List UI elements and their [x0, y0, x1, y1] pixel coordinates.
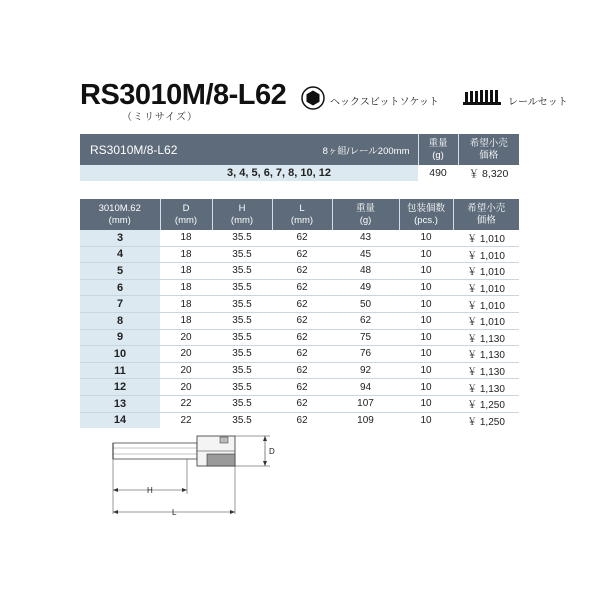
- detail-header-line2: (g): [359, 214, 372, 226]
- cell-weight: 107: [332, 395, 399, 412]
- cell-price: ￥ 1,010: [453, 263, 519, 280]
- dimension-h-label: H: [147, 486, 153, 495]
- detail-header-line1: 3010M.62: [98, 202, 141, 214]
- cell-d: 22: [180, 414, 192, 426]
- dimension-l-label: L: [172, 508, 177, 517]
- cell-weight: 94: [332, 379, 399, 396]
- rail-set-icon: [463, 90, 501, 106]
- table-row: [80, 362, 519, 379]
- cell-weight: 50: [332, 296, 399, 313]
- cell-d: 18: [160, 296, 212, 313]
- cell-h: 35.5: [212, 246, 272, 263]
- cell-price: ￥ 1,130: [453, 362, 519, 379]
- socket-dimension-diagram: [95, 432, 285, 522]
- cell-size: 4: [80, 246, 160, 263]
- set-price-header-line1: 希望小売: [469, 137, 508, 149]
- cell-pack: 10: [399, 296, 453, 313]
- cell-pack: 10: [399, 395, 453, 412]
- detail-header-cell: [160, 199, 212, 230]
- cell-l: 62: [272, 362, 332, 379]
- cell-size: 10: [80, 346, 160, 363]
- cell-size: 5: [80, 263, 160, 280]
- cell-d: 20: [160, 346, 212, 363]
- table-row: [80, 379, 519, 396]
- detail-table: [80, 199, 519, 428]
- detail-header-cell: [212, 199, 272, 230]
- cell-weight: 48: [332, 263, 399, 280]
- cell-size: 8: [80, 312, 160, 329]
- cell-pack: 10: [399, 263, 453, 280]
- hex-socket-icon: [301, 86, 325, 110]
- detail-header-line2: 価格: [476, 214, 496, 226]
- cell-size: 13: [80, 395, 160, 412]
- cell-l: 62: [272, 395, 332, 412]
- cell-l: 62: [272, 246, 332, 263]
- detail-header-line2: (mm): [108, 214, 131, 226]
- cell-d: 20: [160, 329, 212, 346]
- cell-l: 62: [272, 329, 332, 346]
- cell-pack: 10: [399, 379, 453, 396]
- cell-d: 18: [160, 263, 212, 280]
- cell-pack: 10: [399, 279, 453, 296]
- detail-header-line1: H: [238, 202, 246, 214]
- set-name-cell: [80, 134, 418, 165]
- set-weight: 490: [418, 165, 458, 181]
- cell-size: 12: [80, 379, 160, 396]
- cell-h: 35.5: [212, 230, 272, 246]
- cell-price: ￥ 1,130: [453, 379, 519, 396]
- set-weight-header: [418, 134, 458, 165]
- cell-pack: 10: [399, 246, 453, 263]
- detail-header-line1: L: [299, 202, 305, 214]
- detail-header-line2: (mm): [174, 214, 198, 226]
- cell-h: 35.5: [212, 379, 272, 396]
- cell-pack: 10: [399, 329, 453, 346]
- set-sizes: 3, 4, 5, 6, 7, 8, 10, 12: [80, 165, 418, 181]
- cell-price: ￥ 1,010: [453, 296, 519, 313]
- cell-h: 35.5: [212, 346, 272, 363]
- cell-l: 62: [272, 346, 332, 363]
- table-row: [80, 279, 519, 296]
- cell-h: 35.5: [212, 362, 272, 379]
- cell-weight: 43: [332, 230, 399, 246]
- cell-pack: 10: [399, 230, 453, 246]
- set-desc: 8ヶ組/レール200mm: [322, 145, 410, 157]
- cell-weight: 92: [332, 362, 399, 379]
- cell-size: 9: [80, 329, 160, 346]
- cell-weight: 109: [357, 414, 374, 426]
- detail-header-cell: [272, 199, 332, 230]
- cell-price: ￥ 1,010: [453, 230, 519, 246]
- cell-h: 35.5: [212, 279, 272, 296]
- set-weight-header-line1: 重量: [428, 137, 448, 149]
- cell-d: 18: [160, 230, 212, 246]
- cell-l: 62: [272, 263, 332, 280]
- cell-d: 18: [160, 246, 212, 263]
- detail-header-line2: (pcs.): [414, 214, 438, 226]
- set-table: [80, 134, 519, 181]
- cell-l: 62: [272, 312, 332, 329]
- table-row: [80, 263, 519, 280]
- detail-header-cell: [80, 199, 160, 230]
- cell-weight: 49: [332, 279, 399, 296]
- set-weight-header-line2: (g): [432, 149, 444, 161]
- cell-d: 18: [160, 279, 212, 296]
- detail-header-line1: 希望小売: [467, 202, 506, 214]
- table-row: [80, 246, 519, 263]
- cell-price: ￥ 1,010: [453, 246, 519, 263]
- table-row: [80, 296, 519, 313]
- cell-price: ￥ 1,130: [453, 346, 519, 363]
- dimension-d-label: D: [269, 447, 275, 456]
- cell-h: 35.5: [232, 414, 252, 426]
- cell-l: 62: [272, 230, 332, 246]
- cell-h: 35.5: [212, 296, 272, 313]
- cell-size: 3: [80, 230, 160, 246]
- hex-socket-label: ヘックスビットソケット: [330, 97, 439, 108]
- product-subtitle: （ミリサイズ）: [122, 112, 198, 123]
- cell-size: 6: [80, 279, 160, 296]
- cell-pack: 10: [399, 362, 453, 379]
- cell-weight: 76: [332, 346, 399, 363]
- table-row: [80, 230, 519, 246]
- detail-header-line1: D: [182, 202, 190, 214]
- cell-pack: 10: [399, 312, 453, 329]
- table-row: [80, 312, 519, 329]
- cell-size: 11: [80, 362, 160, 379]
- table-row: [80, 395, 519, 412]
- detail-header-cell: [453, 199, 519, 230]
- rail-set-label: レールセット: [508, 97, 568, 108]
- detail-header-line2: (mm): [290, 214, 314, 226]
- detail-header-line2: (mm): [230, 214, 254, 226]
- detail-table-body: [80, 230, 519, 428]
- cell-h: 35.5: [212, 263, 272, 280]
- table-row: [80, 346, 519, 363]
- table-row: [80, 329, 519, 346]
- cell-pack: 10: [399, 346, 453, 363]
- cell-price: ￥ 1,010: [453, 312, 519, 329]
- set-price: ￥ 8,320: [458, 165, 519, 181]
- cell-weight: 75: [332, 329, 399, 346]
- cell-weight: 62: [332, 312, 399, 329]
- detail-table-header: [80, 199, 519, 230]
- set-price-header: [458, 134, 519, 165]
- cell-size: 14: [80, 412, 160, 428]
- cell-h: 35.5: [212, 395, 272, 412]
- cell-h: 35.5: [212, 312, 272, 329]
- cell-d: 18: [160, 312, 212, 329]
- hex-bit-shape: [113, 443, 197, 459]
- cell-d: 20: [160, 379, 212, 396]
- cell-price: ￥ 1,250: [467, 416, 505, 428]
- cell-l: 62: [272, 296, 332, 313]
- cell-weight: 45: [332, 246, 399, 263]
- detail-header-cell: [399, 199, 453, 230]
- product-title: RS3010M/8-L62: [80, 79, 287, 111]
- cell-price: ￥ 1,010: [453, 279, 519, 296]
- cell-price: ￥ 1,250: [453, 395, 519, 412]
- set-table-row: [80, 165, 519, 181]
- detail-header-line1: 重量: [355, 202, 375, 214]
- cell-price: ￥ 1,130: [453, 329, 519, 346]
- set-price-header-line2: 価格: [479, 149, 499, 161]
- cell-l: 62: [296, 414, 308, 426]
- cell-h: 35.5: [212, 329, 272, 346]
- detail-header-cell: [332, 199, 399, 230]
- cell-l: 62: [272, 379, 332, 396]
- detail-header-line1: 包装個数: [406, 202, 445, 214]
- cell-d: 20: [160, 362, 212, 379]
- cell-size: 7: [80, 296, 160, 313]
- set-table-header: [80, 134, 519, 165]
- set-name: RS3010M/8-L62: [90, 142, 178, 157]
- cell-l: 62: [272, 279, 332, 296]
- table-row: [80, 412, 519, 428]
- cell-d: 22: [160, 395, 212, 412]
- cell-pack: 10: [420, 414, 432, 426]
